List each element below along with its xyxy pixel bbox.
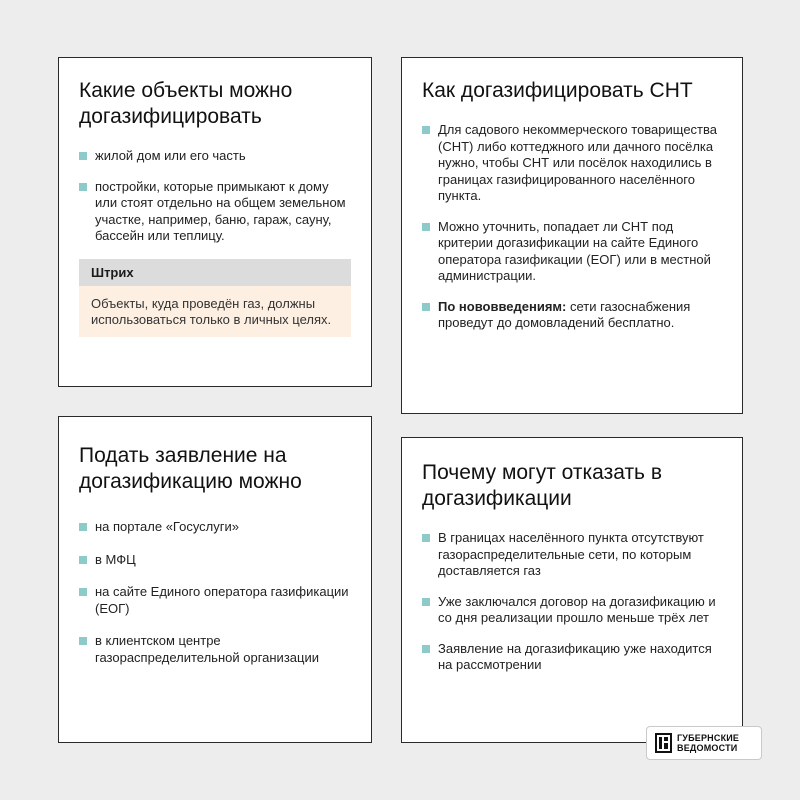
bullet-square-icon xyxy=(422,223,430,231)
bullet-square-icon xyxy=(422,645,430,653)
list-item xyxy=(79,552,351,569)
item-text: сети газоснабжения проведут до домовладений бесплатно. xyxy=(438,298,691,330)
item-text: Уже заключался договор на догазификацию и со дня реализации прошло меньше трёх лет xyxy=(438,593,716,625)
list-item xyxy=(422,641,722,674)
card-objects xyxy=(58,57,372,387)
logo-text xyxy=(677,733,739,753)
item-text: Можно уточнить, попадает ли СНТ под критерии догазификации на сайте Единого оператора газификации (ЕОГ) или в местной администрации. xyxy=(438,218,711,283)
list-item xyxy=(79,633,351,666)
note-text: Объекты, куда проведён газ, должны использоваться только в личных целях. xyxy=(79,286,351,337)
list-item xyxy=(422,594,722,627)
bullet-square-icon xyxy=(422,303,430,311)
logo-line: ГУБЕРНСКИЕ xyxy=(677,733,740,743)
card-title: Как догазифицировать СНТ xyxy=(422,79,693,102)
bullet-square-icon xyxy=(79,523,87,531)
bullet-square-icon xyxy=(422,126,430,134)
item-text: жилой дом или его часть xyxy=(95,148,246,163)
item-list xyxy=(79,519,351,666)
bullet-square-icon xyxy=(422,534,430,542)
logo-line: ВЕДОМОСТИ xyxy=(677,743,738,753)
card-title: Подать заявление на догазификацию можно xyxy=(79,444,302,493)
item-text: В границах населённого пункта отсутствуют газораспределительные сети, по которым доставляется газ xyxy=(438,530,704,578)
list-item xyxy=(422,122,722,205)
note-heading: Штрих xyxy=(79,259,351,286)
bullet-square-icon xyxy=(79,183,87,191)
item-text: на сайте Единого оператора газификации (ЕОГ) xyxy=(95,584,349,616)
note-box xyxy=(79,259,351,337)
item-bold-lead: По нововведениям: xyxy=(438,298,567,314)
list-item xyxy=(422,530,722,580)
item-list xyxy=(422,530,722,674)
card-title: Почему могут отказать в догазификации xyxy=(422,461,662,510)
item-text: Для садового некоммерческого товарищества (СНТ) либо коттеджного или дачного посёлка нужно, чтобы СНТ или посёлок находились в границах газифицированного населённого пункта. xyxy=(438,122,718,203)
card-snt xyxy=(401,57,743,414)
list-item xyxy=(79,148,351,165)
item-text: в МФЦ xyxy=(95,551,136,567)
card-refusal xyxy=(401,437,743,743)
logo-mark-icon xyxy=(655,733,672,753)
card-apply xyxy=(58,416,372,743)
list-item xyxy=(422,299,722,332)
item-text: Заявление на догазификацию уже находится на рассмотрении xyxy=(438,640,712,672)
list-item xyxy=(79,584,351,617)
publisher-logo xyxy=(646,726,762,760)
item-list xyxy=(79,148,351,245)
item-text: на портале «Госуслуги» xyxy=(95,519,240,534)
bullet-square-icon xyxy=(79,152,87,160)
item-text: постройки, которые примыкают к дому или стоят отдельно на общем земельном участке, например, баню, гараж, сауну, бассейн или теплицу. xyxy=(95,178,346,243)
bullet-square-icon xyxy=(79,637,87,645)
item-text: в клиентском центре газораспределительной организации xyxy=(95,633,319,665)
item-list xyxy=(422,122,722,332)
card-title: Какие объекты можно догазифицировать xyxy=(79,79,293,128)
bullet-square-icon xyxy=(422,598,430,606)
list-item xyxy=(79,519,351,536)
bullet-square-icon xyxy=(79,588,87,596)
list-item xyxy=(422,219,722,285)
list-item xyxy=(79,179,351,245)
bullet-square-icon xyxy=(79,556,87,564)
